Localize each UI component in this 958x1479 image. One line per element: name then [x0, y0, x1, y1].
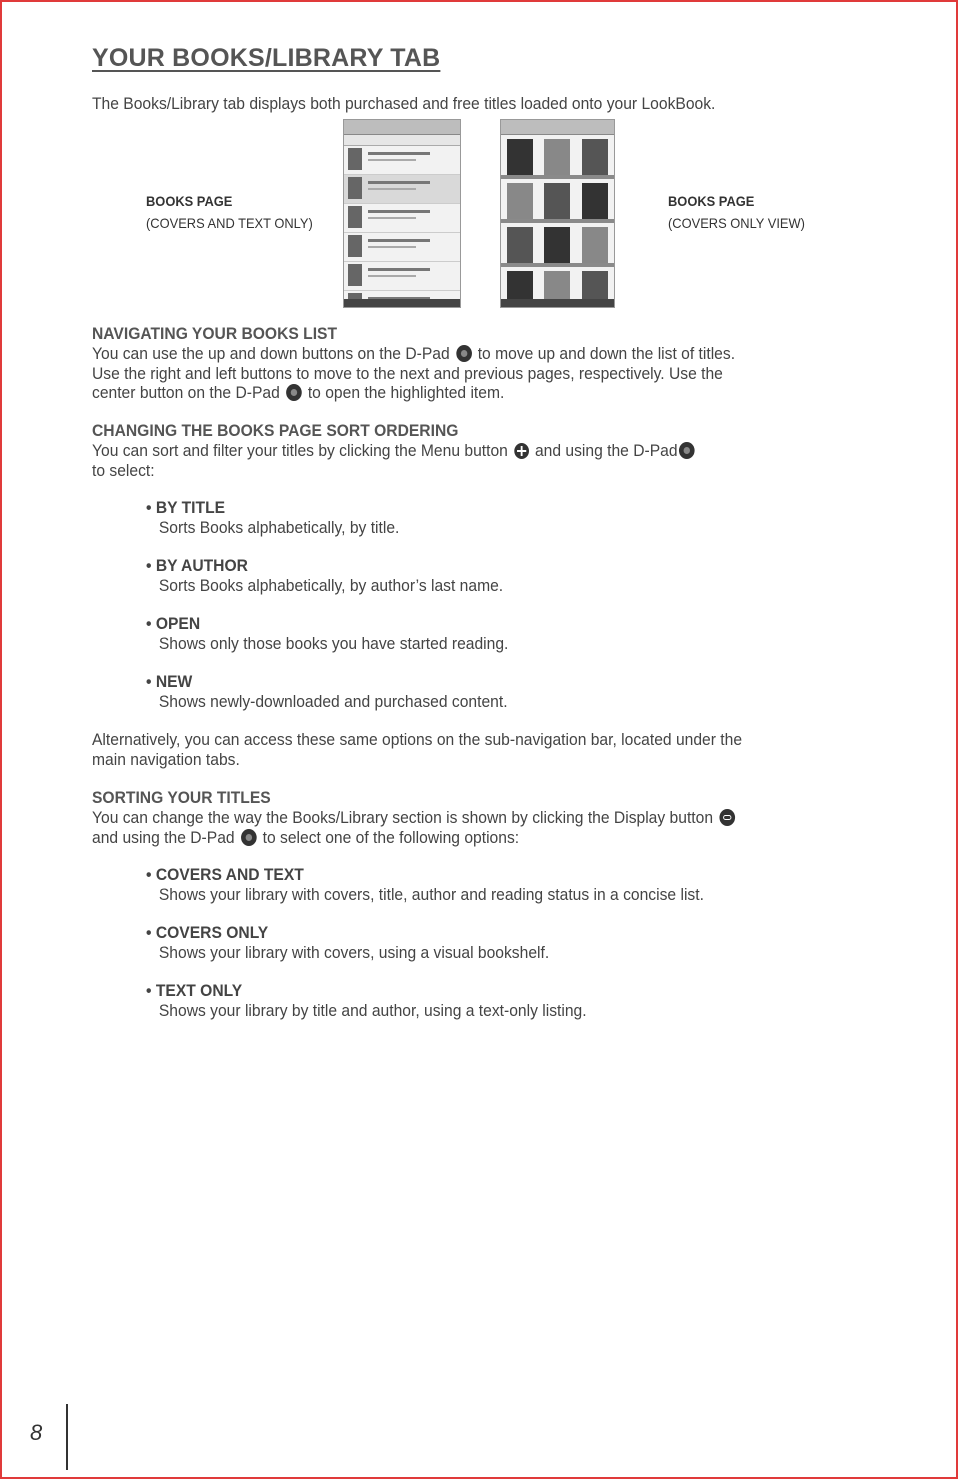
heading-changing-sort: CHANGING THE BOOKS PAGE SORT ORDERING	[92, 421, 459, 440]
text: You can sort and filter your titles by clicking the Menu button	[92, 441, 508, 460]
dpad-icon	[456, 345, 472, 362]
screenshot-covers-and-text	[343, 119, 461, 308]
option-label: BY TITLE	[155, 498, 226, 517]
text: You can use the up and down buttons on the D-Pad	[92, 344, 450, 363]
option-label: BY AUTHOR	[155, 556, 248, 575]
text: to select:	[92, 460, 155, 480]
list-item	[344, 204, 460, 233]
option-label: TEXT ONLY	[155, 981, 243, 1000]
text: to select one of the following options:	[262, 827, 520, 847]
option-label: OPEN	[155, 614, 201, 633]
dpad-icon	[241, 829, 257, 846]
option-description: Shows your library by title and author, using a text-only listing.	[158, 1000, 587, 1020]
screenshot-status-bar	[344, 299, 460, 307]
option-description: Shows your library with covers, using a visual bookshelf.	[158, 942, 550, 962]
paragraph-alternatively	[92, 730, 742, 769]
list-item	[344, 262, 460, 291]
sort-option: • OPEN Shows only those books you have started reading.	[146, 614, 509, 653]
option-label: COVERS ONLY	[155, 923, 269, 942]
bookshelf-row	[501, 135, 614, 179]
text: Use the right and left buttons to move to the next and previous pages, respectively. Use the	[92, 363, 723, 383]
caption-subtitle: (COVERS AND TEXT ONLY)	[146, 215, 313, 231]
option-description: Shows your library with covers, title, author and reading status in a concise list.	[158, 884, 704, 904]
sort-option: • NEW Shows newly-downloaded and purchased content.	[146, 672, 508, 711]
page-number-divider	[66, 1404, 68, 1470]
option-description: Shows only those books you have started reading.	[158, 633, 509, 653]
text: to move up and down the list of titles.	[477, 344, 736, 363]
text: Alternatively, you can access these same options on the sub-navigation bar, located under the	[92, 730, 743, 749]
caption-title: BOOKS PAGE	[668, 193, 755, 209]
list-item	[344, 233, 460, 262]
text: to open the highlighted item.	[307, 383, 505, 402]
option-label: COVERS AND TEXT	[155, 865, 304, 884]
text: and using the D-Pad	[534, 441, 678, 460]
list-item	[344, 175, 460, 204]
caption-title: BOOKS PAGE	[146, 193, 233, 209]
screenshot-tab-bar	[501, 120, 614, 135]
screenshot-covers-only	[500, 119, 615, 308]
paragraph-sorting-titles	[92, 808, 737, 847]
text: main navigation tabs.	[92, 749, 240, 769]
display-option: • COVERS AND TEXT Shows your library with covers, title, author and reading status in a concise list.	[146, 865, 704, 904]
bookshelf-row	[501, 223, 614, 267]
text: You can change the way the Books/Library section is shown by clicking the Display button	[92, 808, 714, 827]
sort-option: • BY TITLE Sorts Books alphabetically, by title.	[146, 498, 400, 537]
paragraph-navigating	[92, 344, 735, 403]
text: center button on the D-Pad	[92, 383, 280, 402]
option-description: Sorts Books alphabetically, by author’s last name.	[158, 575, 504, 595]
page-number: 8	[30, 1420, 43, 1445]
display-option: • COVERS ONLY Shows your library with covers, using a visual bookshelf.	[146, 923, 550, 962]
bookshelf-row	[501, 179, 614, 223]
caption-covers-and-text	[146, 190, 313, 234]
paragraph-changing-sort	[92, 441, 697, 480]
caption-covers-only	[668, 190, 805, 234]
screenshot-sort-bar	[344, 135, 460, 146]
caption-subtitle: (COVERS ONLY VIEW)	[668, 215, 805, 231]
display-button-icon	[719, 809, 735, 826]
option-label: NEW	[155, 672, 193, 691]
page-title: YOUR BOOKS/LIBRARY TAB	[92, 44, 441, 72]
list-item	[344, 146, 460, 175]
screenshot-tab-bar	[344, 120, 460, 135]
dpad-icon	[286, 384, 302, 401]
dpad-icon	[679, 442, 695, 459]
menu-button-icon	[514, 443, 529, 459]
option-description: Sorts Books alphabetically, by title.	[158, 517, 400, 537]
heading-navigating: NAVIGATING YOUR BOOKS LIST	[92, 324, 338, 343]
screenshot-status-bar	[501, 299, 614, 307]
display-option: • TEXT ONLY Shows your library by title and author, using a text-only listing.	[146, 981, 587, 1020]
text: and using the D-Pad	[92, 827, 235, 847]
option-description: Shows newly-downloaded and purchased content.	[158, 691, 508, 711]
sort-option: • BY AUTHOR Sorts Books alphabetically, by author’s last name.	[146, 556, 504, 595]
heading-sorting-titles: SORTING YOUR TITLES	[92, 788, 271, 807]
intro-text: The Books/Library tab displays both purchased and free titles loaded onto your LookBook.	[92, 94, 716, 113]
